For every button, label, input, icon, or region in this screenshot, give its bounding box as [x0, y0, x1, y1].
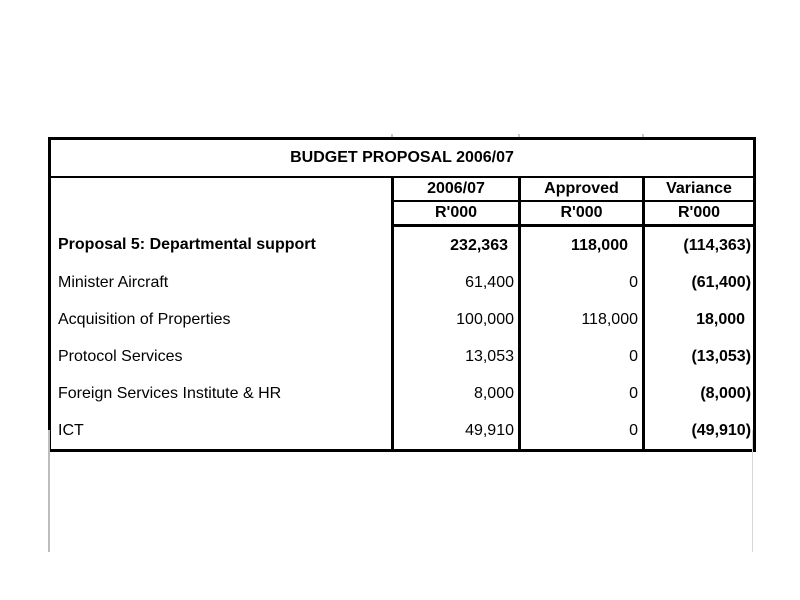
table-row: [50, 226, 755, 265]
table-row: [50, 338, 755, 375]
row-label: Acquisition of Properties: [50, 301, 393, 338]
table-title: BUDGET PROPOSAL 2006/07: [50, 139, 755, 178]
header-unit: R'000: [520, 201, 644, 226]
sheet-edge-right: [752, 430, 753, 552]
variance-value: (114,363): [644, 226, 755, 265]
row-label: Foreign Services Institute & HR: [50, 375, 393, 412]
approved-value: 0: [520, 375, 644, 412]
budget-sheet: [48, 137, 753, 452]
title-row: [50, 139, 755, 178]
sheet-edge-left: [48, 430, 50, 552]
row-label: Minister Aircraft: [50, 264, 393, 301]
row-label: Proposal 5: Departmental support: [50, 226, 393, 265]
header-row-years: [50, 177, 755, 201]
table-row: [50, 301, 755, 338]
header-label-blank: [50, 177, 393, 201]
proposal-value: 8,000: [393, 375, 520, 412]
approved-value: 0: [520, 412, 644, 451]
header-unit: R'000: [393, 201, 520, 226]
header-label-blank: [50, 201, 393, 226]
variance-value: (13,053): [644, 338, 755, 375]
proposal-value: 232,363: [393, 226, 520, 265]
header-variance: Variance: [644, 177, 755, 201]
header-2006-07: 2006/07: [393, 177, 520, 201]
approved-value: 118,000: [520, 301, 644, 338]
approved-value: 118,000: [520, 226, 644, 265]
variance-value: (61,400): [644, 264, 755, 301]
proposal-value: 13,053: [393, 338, 520, 375]
row-label: Protocol Services: [50, 338, 393, 375]
header-unit: R'000: [644, 201, 755, 226]
approved-value: 0: [520, 338, 644, 375]
proposal-value: 61,400: [393, 264, 520, 301]
header-row-units: [50, 201, 755, 226]
row-label: ICT: [50, 412, 393, 451]
variance-value: (8,000): [644, 375, 755, 412]
table-row: [50, 412, 755, 451]
proposal-value: 100,000: [393, 301, 520, 338]
variance-value: (49,910): [644, 412, 755, 451]
proposal-value: 49,910: [393, 412, 520, 451]
table-row: [50, 264, 755, 301]
variance-value: 18,000: [644, 301, 755, 338]
approved-value: 0: [520, 264, 644, 301]
header-approved: Approved: [520, 177, 644, 201]
budget-table: [48, 137, 756, 452]
table-row: [50, 375, 755, 412]
